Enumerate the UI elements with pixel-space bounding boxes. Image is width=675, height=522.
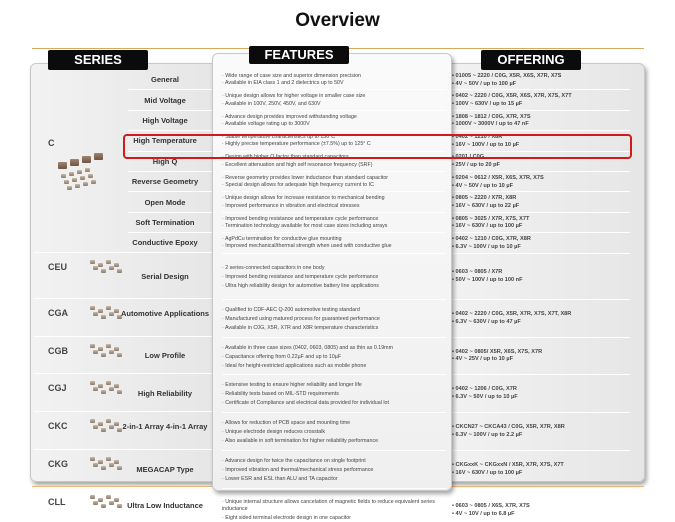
- subrow-divider: [128, 89, 214, 90]
- offering-text: • 0402 ~ 2220 / C0G, X5R, X6S, X7R, X7S, X7T: [452, 93, 572, 100]
- feature-text: · Advance design provides improved withstanding voltage: [222, 113, 357, 120]
- offering-text: • 6.3V ~ 630V / up to 47 µF: [452, 318, 521, 325]
- feature-divider: [222, 212, 446, 213]
- group-divider: [34, 373, 214, 374]
- feature-divider: [222, 191, 446, 192]
- capacitor-chip-icon: [114, 263, 119, 267]
- feature-text: · Special design allows for adequate high frequency current to IC: [222, 182, 374, 189]
- offering-text: • 16V ~ 630V / up to 100 µF: [452, 223, 523, 230]
- capacitor-chip-icon: [109, 387, 114, 391]
- offering-text: • 0204 ~ 0612 / X5R, X6S, X7R, X7S: [452, 174, 544, 181]
- capacitor-chip-icon: [109, 463, 114, 467]
- offering-text: • CKCN27 ~ CKCA43 / C0G, X5R, X7R, X8R: [452, 424, 565, 431]
- capacitor-chip-icon: [85, 168, 90, 172]
- feature-divider: [222, 110, 446, 111]
- capacitor-chip-icon: [101, 390, 106, 394]
- feature-divider: [222, 337, 446, 338]
- feature-text: · Lower ESR and ESL than ALU and TA capacitor: [222, 476, 338, 483]
- capacitor-chip-icon: [109, 266, 114, 270]
- group-divider: [34, 336, 214, 337]
- offering-text: • 4V ~ 25V / up to 10 µF: [452, 356, 513, 363]
- capacitor-chip-icon: [101, 269, 106, 273]
- capacitor-chip-icon: [90, 381, 95, 385]
- capacitor-chip-icon: [93, 350, 98, 354]
- capacitor-chip-icon: [101, 504, 106, 508]
- feature-text: · Improved vibration and thermal/mechanical stress performance: [222, 467, 374, 474]
- offering-divider: [448, 253, 630, 254]
- offering-divider: [448, 212, 630, 213]
- feature-text: · Unique internal structure allows cancelation of magnetic fields to reduce equivalent series inductance: [222, 499, 435, 513]
- capacitor-chip-icon: [80, 176, 85, 180]
- capacitor-chip-icon: [106, 457, 111, 461]
- series-row-low-profile: Low Profile: [144, 351, 186, 361]
- feature-text: · Advance design for twice the capacitance on single footprint: [222, 458, 366, 465]
- capacitor-chip-icon: [82, 156, 91, 163]
- offering-divider: [448, 130, 630, 131]
- feature-text: · Unique design allows for increase resistance to mechanical bending: [222, 195, 385, 202]
- offering-text: • 4V ~ 50V / up to 10 µF: [452, 182, 513, 189]
- subrow-divider: [128, 130, 214, 131]
- capacitor-chip-icon: [83, 182, 88, 186]
- offering-text: • 16V ~ 100V / up to 10 µF: [452, 141, 520, 148]
- series-row-high-voltage: High Voltage: [142, 116, 188, 125]
- feature-text: · Qualified to CDF-AEC Q-200 automotive testing standard: [222, 307, 360, 314]
- capacitor-chip-icon: [98, 422, 103, 426]
- feature-text: · Certificate of Compliance and electrical data provided for individual lot: [222, 400, 389, 407]
- capacitor-chip-icon: [70, 159, 79, 166]
- offering-text: • 100V ~ 630V / up to 15 µF: [452, 100, 523, 107]
- capacitor-chip-icon: [90, 457, 95, 461]
- capacitor-chip-icon: [98, 309, 103, 313]
- subrow-divider: [128, 110, 214, 111]
- offering-divider: [448, 337, 630, 338]
- feature-text: · Available in EIA class 1 and 2 dielectrics up to 50V: [222, 80, 344, 87]
- capacitor-chip-icon: [106, 495, 111, 499]
- offering-divider: [448, 299, 630, 300]
- offering-text: • 01005 ~ 2220 / C0G, X5R, X6S, X7R, X7S: [452, 72, 562, 79]
- offering-divider: [448, 232, 630, 233]
- feature-text: · Improved bending resistance and temperature cycle performance: [222, 274, 379, 281]
- offering-divider: [448, 191, 630, 192]
- offering-divider: [448, 171, 630, 172]
- offering-text: • 4V ~ 50V / up to 100 µF: [452, 80, 517, 87]
- feature-text: · Termination technology available for most case sizes including arrays: [222, 223, 388, 229]
- offering-divider: [448, 412, 630, 413]
- series-row-general: General: [151, 75, 179, 85]
- capacitor-chip-icon: [114, 347, 119, 351]
- capacitor-chip-icon: [90, 260, 95, 264]
- feature-text: · Eight sided terminal electrode design in one capacitor: [222, 514, 351, 521]
- feature-divider: [222, 130, 446, 131]
- capacitor-chip-icon: [114, 384, 119, 388]
- feature-text: · Unique electrode design reduces crosstalk: [222, 429, 326, 436]
- capacitor-chip-icon: [72, 178, 77, 182]
- offering-text: • 0402 ~ 1206 / C0G, X7R: [452, 386, 517, 393]
- feature-text: · 2 series-connected capacitors in one body: [222, 265, 325, 272]
- feature-text: · Ideal for height-restricted applications such as mobile phone: [222, 362, 367, 369]
- feature-divider: [222, 374, 446, 375]
- offering-text: • 0805 ~ 2220 / X7R, X8R: [452, 195, 517, 202]
- offering-text: • 6.3V ~ 50V / up to 10 µF: [452, 393, 518, 400]
- group-divider: [34, 411, 214, 412]
- offering-text: • 0805 ~ 3025 / X7R, X7S, X7T: [452, 215, 530, 222]
- feature-text: · Stable temperature characteristics up to 150°C: [222, 133, 336, 140]
- capacitor-chip-icon: [101, 428, 106, 432]
- series-row-open-mode: Open Mode: [144, 197, 186, 207]
- feature-text: · Reverse geometry provides lower inductance than standard capacitor: [222, 174, 389, 181]
- subrow-divider: [128, 212, 214, 213]
- feature-text: · Highly precise temperature performance (±7.5%) up to 125° C: [222, 141, 371, 148]
- capacitor-chip-icon: [109, 425, 114, 429]
- page-title: Overview: [295, 10, 380, 31]
- series-row-high-q: High Q: [152, 156, 178, 166]
- capacitor-chip-icon: [98, 498, 103, 502]
- series-row-2-in-1-array-4-in-1-array: 2-in-1 Array 4-in-1 Array: [122, 421, 208, 431]
- series-row-conductive-epoxy: Conductive Epoxy: [132, 238, 198, 248]
- offering-text: • 50V ~ 100V / up to 100 nF: [452, 276, 523, 283]
- capacitor-chip-icon: [93, 501, 98, 505]
- capacitor-chip-icon: [90, 419, 95, 423]
- capacitor-chip-icon: [106, 306, 111, 310]
- capacitor-chip-icon: [90, 306, 95, 310]
- subrow-divider: [128, 232, 214, 233]
- capacitor-chip-icon: [93, 266, 98, 270]
- series-code: CKC: [48, 420, 68, 431]
- capacitor-chip-icon: [58, 162, 67, 169]
- feature-text: · Improved bending resistance and temperature cycle performance: [222, 215, 379, 222]
- offering-text: • 0402 ~ 2220 / C0G, X5R, X7R, X7S, X7T, X8R: [452, 311, 572, 318]
- series-code: C: [48, 138, 55, 148]
- capacitor-chip-icon: [93, 387, 98, 391]
- group-divider: [34, 298, 214, 299]
- offering-text: • 0402 ~ 1210 / C0G, X7R, X8R: [452, 235, 531, 242]
- feature-text: · Manufactured using matured process for guaranteed performance: [222, 316, 380, 323]
- feature-text: · Also available in soft termination for higher reliability performance: [222, 438, 379, 445]
- series-row-serial-design: Serial Design: [141, 271, 189, 281]
- series-row-high-temperature: High Temperature: [133, 136, 197, 146]
- capacitor-chip-icon: [98, 347, 103, 351]
- offering-text: • 6.3V ~ 100V / up to 2.2 µF: [452, 431, 523, 438]
- capacitor-chip-icon: [114, 422, 119, 426]
- series-header: SERIES: [48, 50, 148, 70]
- capacitor-chip-icon: [90, 344, 95, 348]
- capacitor-chip-icon: [106, 419, 111, 423]
- capacitor-chip-icon: [93, 425, 98, 429]
- feature-divider: [222, 232, 446, 233]
- series-row-high-reliability: High Reliability: [137, 388, 193, 398]
- series-row-automotive-applications: Automotive Applications: [120, 308, 210, 318]
- feature-text: · Available in 100V, 250V, 450V, and 630V: [222, 100, 321, 107]
- offering-text: • 25V / up to 20 pF: [452, 162, 500, 169]
- offering-text: • 6.3V ~ 100V / up to 10 µF: [452, 243, 521, 250]
- offering-text: • 16V ~ 630V / up to 22 µF: [452, 202, 520, 209]
- feature-text: · Unique design allows for higher voltage in smaller case size: [222, 93, 366, 100]
- capacitor-chip-icon: [101, 353, 106, 357]
- offering-divider: [448, 89, 630, 90]
- capacitor-chip-icon: [98, 263, 103, 267]
- capacitor-chip-icon: [114, 460, 119, 464]
- capacitor-chip-icon: [91, 180, 96, 184]
- offering-text: • 0402 ~ 1210 / X8R: [452, 133, 503, 140]
- capacitor-chip-icon: [106, 260, 111, 264]
- features-header: FEATURES: [249, 46, 349, 64]
- capacitor-chip-icon: [93, 312, 98, 316]
- feature-text: · Capacitance offering from 0.22µF and up to 10µF: [222, 353, 342, 360]
- series-code: CGJ: [48, 382, 67, 393]
- feature-text: · Extensive testing to ensure higher reliability and longer life: [222, 382, 362, 389]
- capacitor-chip-icon: [67, 186, 72, 190]
- offering-text: • 0603 ~ 0805 / X6S, X7R, X7S: [452, 503, 530, 510]
- offering-text: • CKGxxK ~ CKGxxN / X5R, X7R, X7S, X7T: [452, 462, 564, 469]
- capacitor-chip-icon: [94, 153, 103, 160]
- capacitor-chip-icon: [88, 174, 93, 178]
- capacitor-chip-icon: [90, 495, 95, 499]
- capacitor-chip-icon: [109, 501, 114, 505]
- capacitor-chip-icon: [109, 312, 114, 316]
- offering-text: • 0603 ~ 0805 / X7R: [452, 269, 503, 276]
- feature-divider: [222, 171, 446, 172]
- feature-text: · Improved mechanical/thermal strength when used with conductive glue: [222, 243, 392, 250]
- feature-divider: [222, 450, 446, 451]
- capacitor-chip-icon: [77, 170, 82, 174]
- capacitor-chip-icon: [106, 381, 111, 385]
- offering-text: • 4V ~ 10V / up to 6.8 µF: [452, 510, 515, 517]
- capacitor-chip-icon: [64, 180, 69, 184]
- feature-text: · Allows for reduction of PCB space and mounting time: [222, 420, 351, 427]
- capacitor-chip-icon: [61, 174, 66, 178]
- offering-divider: [448, 450, 630, 451]
- feature-text: · Excellent attenuation and high self resonance frequency (SRF): [222, 161, 373, 168]
- feature-text: · Available in C0G, X5R, X7R and X8R temperature characteristics: [222, 325, 379, 332]
- offering-text: • 1000V ~ 3000V / up to 47 nF: [452, 121, 529, 128]
- feature-text: · Ultra high reliability design for automotive battery line applications: [222, 283, 379, 290]
- offering-divider: [448, 374, 630, 375]
- group-divider: [34, 449, 214, 450]
- feature-divider: [222, 253, 446, 254]
- series-row-mid-voltage: Mid Voltage: [144, 95, 186, 105]
- capacitor-chip-icon: [101, 315, 106, 319]
- capacitor-chip-icon: [93, 463, 98, 467]
- high-temperature-highlight: [123, 134, 632, 159]
- subrow-divider: [128, 191, 214, 192]
- offering-divider: [448, 110, 630, 111]
- feature-divider: [222, 299, 446, 300]
- feature-text: · Reliability tests based on MIL-STD requirements: [222, 391, 339, 398]
- feature-text: · Wide range of case size and superior dimension precision: [222, 72, 361, 79]
- feature-divider: [222, 488, 446, 489]
- capacitor-chip-icon: [75, 184, 80, 188]
- group-divider: [34, 252, 214, 253]
- capacitor-chip-icon: [114, 498, 119, 502]
- series-code: CGA: [48, 307, 68, 318]
- feature-text: · Improved performance in vibration and electrical stresses: [222, 202, 360, 209]
- offering-header: OFFERING: [481, 50, 581, 70]
- capacitor-chip-icon: [106, 344, 111, 348]
- offering-text: • 0201 / C0G: [452, 154, 485, 161]
- series-code: CLL: [48, 496, 66, 507]
- offering-divider: [448, 488, 630, 489]
- series-row-ultra-low-inductance: Ultra Low Inductance: [127, 500, 203, 510]
- feature-divider: [222, 89, 446, 90]
- series-row-megacap-type: MEGACAP Type: [136, 464, 194, 474]
- offering-text: • 16V ~ 630V / up to 100 µF: [452, 469, 523, 476]
- capacitor-chip-icon: [109, 350, 114, 354]
- series-code: CEU: [48, 261, 68, 272]
- series-row-soft-termination: Soft Termination: [135, 218, 195, 227]
- feature-divider: [222, 412, 446, 413]
- feature-text: · Available in three case sizes (0402, 0603, 0805) and as thin as 0.19mm: [222, 344, 393, 351]
- series-code: CKG: [48, 458, 68, 469]
- series-code: CGB: [48, 345, 68, 356]
- feature-text: · AgPdCu termination for conductive glue mounting: [222, 235, 342, 242]
- subrow-divider: [128, 171, 214, 172]
- offering-text: • 1808 ~ 1812 / C0G, X7R, X7S: [452, 113, 531, 120]
- offering-text: • 0402 ~ 0805/ X5R, X6S, X7S, X7R: [452, 348, 543, 355]
- capacitor-chip-icon: [69, 172, 74, 176]
- series-row-reverse-geometry: Reverse Geometry: [131, 177, 199, 187]
- capacitor-chip-icon: [98, 460, 103, 464]
- capacitor-chip-icon: [98, 384, 103, 388]
- capacitor-chip-icon: [114, 309, 119, 313]
- feature-text: · Available voltage rating up to 3000V: [222, 121, 310, 127]
- feature-text: · Design with higher Q factor than standard capacitors: [222, 154, 349, 161]
- capacitor-chip-icon: [101, 466, 106, 470]
